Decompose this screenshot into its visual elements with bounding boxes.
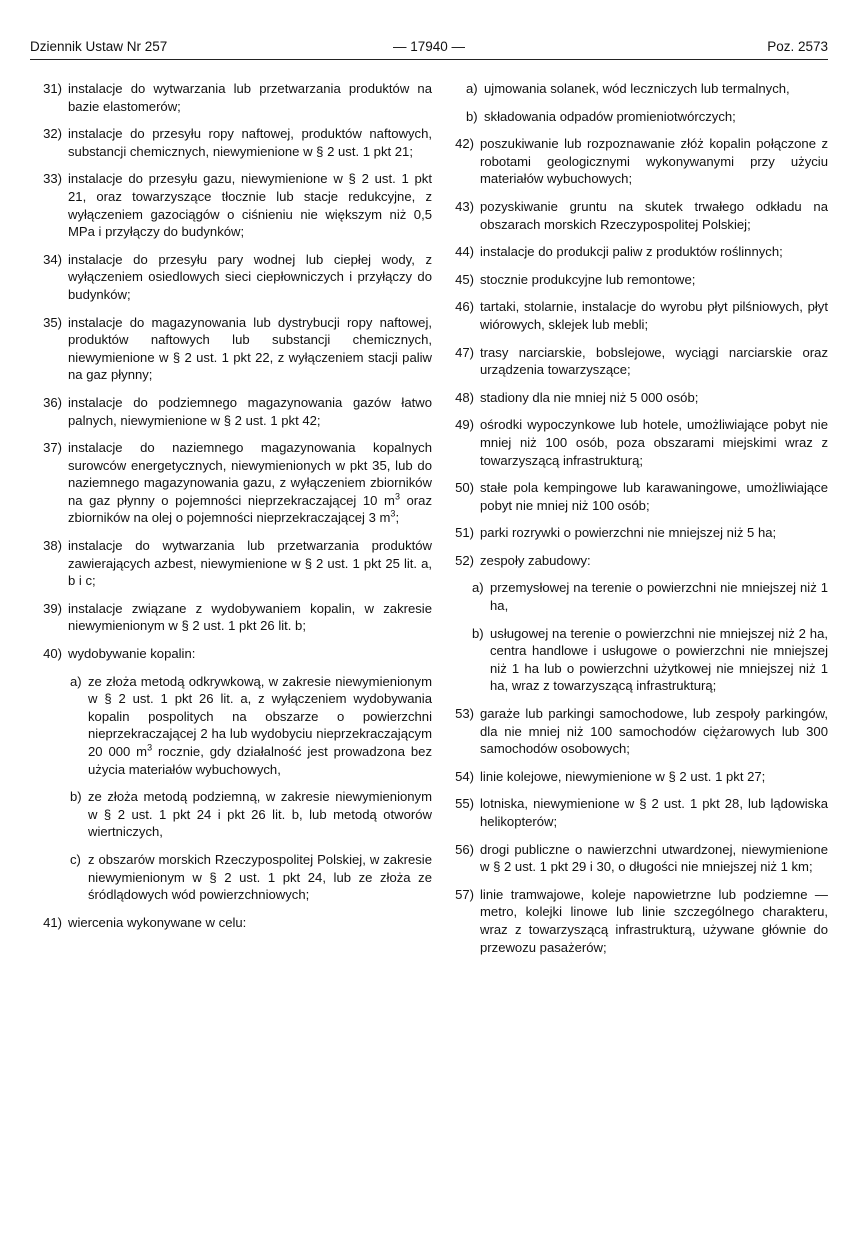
- item-text: parki rozrywki o powierzchni nie mniejszej niż 5 ha;: [480, 525, 777, 541]
- page-number: — 17940 —: [392, 39, 466, 54]
- item-text: instalacje do wytwarzania lub przetwarzania produktów na bazie elastomerów;: [68, 81, 432, 114]
- list-item-53: [440, 705, 828, 758]
- item-letter: a): [466, 81, 478, 96]
- sub-item-41a: [440, 80, 828, 98]
- list-item-36: [30, 394, 432, 429]
- item-text: przemysłowej na terenie o powierzchni nie mniejszej niż 1 ha,: [490, 580, 828, 614]
- item-number: 54): [455, 768, 474, 784]
- item-number: 41): [43, 914, 62, 930]
- item-number: 31): [43, 81, 62, 96]
- text-part: rocznie, gdy działalność jest prowadzona bez użycia materiałów wybuchowych,: [88, 744, 432, 777]
- item-number: 35): [43, 314, 62, 330]
- item-number: 50): [455, 480, 474, 496]
- list-item-55: [440, 795, 828, 830]
- item-text: wiercenia wykonywane w celu:: [68, 914, 247, 930]
- list-item-32: [30, 125, 432, 160]
- item-text: [88, 673, 432, 779]
- item-text: wydobywanie kopalin:: [68, 646, 196, 662]
- item-text: linie tramwajowe, koleje napowietrzne lub podziemne — metro, kolejki linowe lub linie szczególnego charakteru, wraz z towarzyszącą infrastrukturą, używane głównie do przewozu pasażerów;: [480, 886, 828, 955]
- list-item-46: [440, 298, 828, 333]
- item-text: [68, 439, 432, 527]
- superscript: 3: [147, 742, 153, 753]
- sub-item-41b: [440, 108, 828, 126]
- item-letter: c): [70, 851, 81, 867]
- item-text: usługowej na terenie o powierzchni nie mniejszej niż 2 ha, centra handlowe i usługowe o powierzchni nie mniejszej niż 1 ha lub o powierzchni użytkowej nie mniejszej niż 1 ha, wraz z towarzyszącą infrastrukturą;: [490, 625, 828, 694]
- item-text: pozyskiwanie gruntu na skutek trwałego odkładu na obszarach morskich Rzeczypospolitej Polskiej;: [480, 198, 828, 232]
- item-number: 39): [43, 600, 62, 616]
- page-header: [30, 37, 828, 60]
- journal-title: Dziennik Ustaw Nr 257: [30, 39, 168, 54]
- item-text: instalacje związane z wydobywaniem kopalin, w zakresie niewymienionym w § 2 ust. 1 pkt 26 lit. b;: [68, 600, 432, 634]
- sub-item-52b: [440, 625, 828, 695]
- list-item-38: [30, 537, 432, 590]
- list-item-49: [440, 416, 828, 469]
- text-part: instalacje do naziemnego magazynowania kopalnych surowców energetycznych, niewymienionych w pkt 35, lub do naziemnego magazynowania gazu, z wyłączeniem zbiorników na gaz płynny o pojemności nieprzekraczającej 10 m: [68, 440, 432, 508]
- item-text: zespoły zabudowy:: [480, 552, 591, 568]
- list-item-44: [440, 243, 828, 261]
- item-number: 49): [455, 417, 474, 433]
- item-text: instalacje do przesyłu ropy naftowej, produktów naftowych, substancji chemicznych, niewymienione w § 2 ust. 1 pkt 21;: [68, 126, 432, 159]
- list-item-48: [440, 389, 828, 407]
- list-item-52: [440, 552, 828, 570]
- item-number: 47): [455, 344, 474, 360]
- item-text: instalacje do przesyłu gazu, niewymienione w § 2 ust. 1 pkt 21, oraz towarzyszące tłocznie lub stacje redukcyjne, z wyłączeniem gazociągów o ciśnieniu nie większym niż 0,5 MPa i przyłączy do budynków;: [68, 171, 432, 240]
- list-item-45: [440, 271, 828, 289]
- list-item-43: [440, 198, 828, 233]
- item-text: garaże lub parkingi samochodowe, lub zespoły parkingów, dla nie mniej niż 100 samochodów ciężarowych lub 300 samochodów osobowych;: [480, 706, 828, 757]
- sub-item-40a: [30, 673, 432, 779]
- list-item-51: [440, 524, 828, 542]
- item-number: 53): [455, 706, 474, 722]
- sub-item-40b: [30, 788, 432, 841]
- item-text: instalacje do magazynowania lub dystrybucji ropy naftowej, produktów naftowych lub substancji chemicznych, niewymienione w § 2 ust. 1 pkt 22, z wyłączeniem stacji paliw na gaz płynny;: [68, 314, 432, 383]
- list-item-42: [440, 135, 828, 188]
- item-number: 32): [43, 126, 62, 142]
- item-text: stałe pola kempingowe lub karawaningowe, umożliwiające pobyt nie mniej niż 100 osób;: [480, 480, 828, 513]
- item-number: 57): [455, 886, 474, 902]
- item-number: 36): [43, 394, 62, 410]
- item-text: lotniska, niewymienione w § 2 ust. 1 pkt 28, lub lądowiska helikopterów;: [480, 796, 828, 829]
- item-number: 55): [455, 796, 474, 812]
- item-letter: b): [466, 108, 478, 124]
- item-number: 45): [455, 271, 474, 287]
- item-number: 42): [455, 136, 474, 152]
- item-number: 52): [455, 552, 474, 568]
- item-text: ze złoża metodą podziemną, w zakresie niewymienionym w § 2 ust. 1 pkt 24 i pkt 26 lit. b, lub metodą otworów wiertniczych,: [88, 789, 432, 840]
- item-number: 46): [455, 299, 474, 315]
- item-number: 37): [43, 440, 62, 456]
- item-text: trasy narciarskie, bobslejowe, wyciągi narciarskie oraz urządzenia towarzyszące;: [480, 344, 828, 378]
- list-item-37: [30, 439, 432, 527]
- list-item-54: [440, 768, 828, 786]
- item-number: 51): [455, 525, 474, 541]
- item-number: 44): [455, 244, 474, 260]
- item-number: 43): [455, 198, 474, 214]
- position-number: Poz. 2573: [767, 39, 828, 54]
- item-letter: a): [70, 673, 82, 689]
- list-item-34: [30, 251, 432, 304]
- list-item-47: [440, 344, 828, 379]
- text-part: oraz zbiorników na olej o pojemności nieprzekraczającej 3 m: [68, 492, 432, 526]
- item-number: 48): [455, 389, 474, 405]
- item-number: 56): [455, 841, 474, 857]
- item-text: ujmowania solanek, wód leczniczych lub termalnych,: [484, 81, 790, 96]
- item-text: drogi publiczne o nawierzchni utwardzonej, niewymienione w § 2 ust. 1 pkt 29 i 30, o długości nie mniejszej niż 1 km;: [480, 841, 828, 875]
- item-text: poszukiwanie lub rozpoznawanie złóż kopalin połączone z robotami geologicznymi wykonywanymi przy użyciu materiałów wybuchowych;: [480, 136, 828, 187]
- item-text: instalacje do produkcji paliw z produktów roślinnych;: [480, 244, 783, 260]
- list-item-39: [30, 600, 432, 635]
- list-item-56: [440, 841, 828, 876]
- item-text: z obszarów morskich Rzeczypospolitej Polskiej, w zakresie niewymienionym w § 2 ust. 1 pkt 24, lub ze złoża ze śródlądowych wód powierzchniowych;: [88, 851, 432, 903]
- list-item-33: [30, 170, 432, 240]
- right-column: [440, 80, 828, 966]
- item-text: stocznie produkcyjne lub remontowe;: [480, 271, 696, 287]
- item-number: 38): [43, 538, 62, 554]
- left-column: [30, 80, 432, 941]
- item-letter: b): [472, 625, 484, 641]
- list-item-31: [30, 80, 432, 115]
- list-item-41: [30, 914, 432, 932]
- item-letter: b): [70, 789, 82, 805]
- text-part: ;: [395, 510, 400, 526]
- sub-item-40c: [30, 851, 432, 904]
- list-item-50: [440, 479, 828, 514]
- superscript: 3: [390, 509, 396, 520]
- item-text: instalacje do wytwarzania lub przetwarzania produktów zawierających azbest, niewymienione w § 2 ust. 1 pkt 25 lit. a, b i c;: [68, 538, 432, 589]
- item-number: 40): [43, 646, 62, 662]
- item-text: stadiony dla nie mniej niż 5 000 osób;: [480, 389, 699, 405]
- list-item-57: [440, 886, 828, 956]
- item-text: linie kolejowe, niewymienione w § 2 ust. 1 pkt 27;: [480, 768, 766, 784]
- item-text: instalacje do przesyłu pary wodnej lub ciepłej wody, z wyłączeniem osiedlowych sieci ciepłowniczych i przyłączy do budynków;: [68, 251, 432, 302]
- item-text: instalacje do podziemnego magazynowania gazów łatwo palnych, niewymienione w § 2 ust. 1 pkt 42;: [68, 394, 432, 428]
- item-text: składowania odpadów promieniotwórczych;: [484, 108, 736, 124]
- item-number: 33): [43, 171, 62, 187]
- item-text: ośrodki wypoczynkowe lub hotele, umożliwiające pobyt nie mniej niż 100 osób, poza obszarami miejskimi wraz z towarzyszącą infrastrukturą;: [480, 417, 828, 468]
- sub-item-52a: [440, 579, 828, 614]
- item-text: tartaki, stolarnie, instalacje do wyrobu płyt pilśniowych, płyt wiórowych, sklejek lub mebli;: [480, 299, 828, 332]
- superscript: 3: [394, 491, 400, 502]
- text-part: ze złoża metodą odkrywkową, w zakresie niewymienionym w § 2 ust. 1 pkt 26 lit. a, z wyłączeniem wydobywania kopalin pospolitych na obszarze o powierzchni nieprzekraczającej 2 ha lub wydobyciu nieprzekraczającym 20 000 m: [88, 673, 432, 759]
- item-letter: a): [472, 580, 484, 596]
- list-item-40: [30, 645, 432, 663]
- item-number: 34): [43, 251, 62, 267]
- list-item-35: [30, 314, 432, 384]
